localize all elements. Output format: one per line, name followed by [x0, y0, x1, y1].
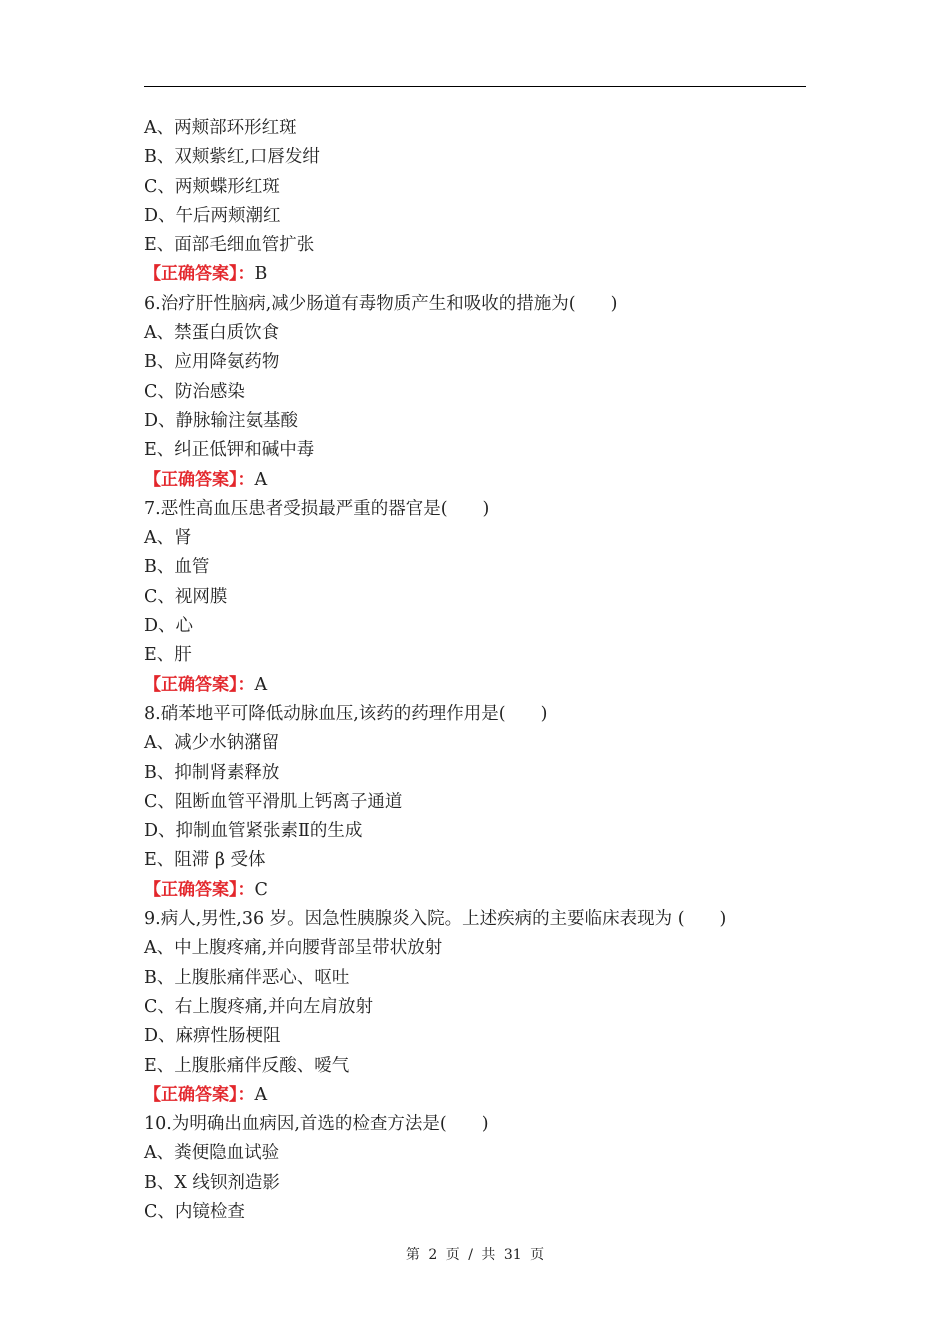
- answer-label: 【正确答案】：: [144, 879, 255, 900]
- option-text: C、两颊蝶形红斑: [144, 176, 280, 197]
- footer-current-page: 2: [428, 1247, 438, 1263]
- question-text: 10.为明确出血病因,首选的检查方法是( ): [144, 1114, 489, 1135]
- footer-page-word: 页: [445, 1247, 460, 1263]
- footer-separator: /: [468, 1247, 473, 1263]
- option-text: E、上腹胀痛伴反酸、嗳气: [144, 1055, 350, 1076]
- answer-value: A: [254, 674, 268, 695]
- option-text: A、两颊部环形红斑: [144, 118, 297, 138]
- answer-line: [144, 466, 806, 495]
- option-text: E、面部毛细血管扩张: [144, 235, 315, 256]
- document-body: [144, 114, 806, 1227]
- answer-label: 【正确答案】：: [144, 264, 255, 285]
- option-text: C、右上腹疼痛,并向左肩放射: [144, 996, 373, 1017]
- option-text: B、抑制肾素释放: [144, 762, 280, 783]
- answer-line: [144, 876, 806, 905]
- answer-line: [144, 1081, 806, 1110]
- answer-value: B: [254, 264, 268, 285]
- question-text: 7.恶性高血压患者受损最严重的器官是( ): [144, 498, 490, 519]
- option-text: E、纠正低钾和碱中毒: [144, 440, 315, 461]
- answer-label: 【正确答案】：: [144, 674, 255, 695]
- option-text: A、禁蛋白质饮食: [144, 323, 280, 344]
- option-text: D、午后两颊潮红: [144, 205, 281, 226]
- option-text: C、内镜检查: [144, 1201, 245, 1222]
- footer-total-prefix: 共: [481, 1247, 496, 1263]
- answer-line: [144, 260, 806, 289]
- option-text: C、视网膜: [144, 586, 228, 607]
- option-text: B、上腹胀痛伴恶心、呕吐: [144, 967, 350, 988]
- answer-line: [144, 671, 806, 700]
- answer-value: C: [254, 879, 268, 900]
- footer-prefix: 第: [405, 1247, 420, 1263]
- answer-value: A: [254, 469, 268, 490]
- question-text: 6.治疗肝性脑病,减少肠道有毒物质产生和吸收的措施为( ): [144, 293, 618, 314]
- question-text: 9.病人,男性,36 岁。因急性胰腺炎入院。上述疾病的主要临床表现为 ( ): [144, 909, 727, 930]
- option-text: C、阻断血管平滑肌上钙离子通道: [144, 791, 403, 812]
- page-footer: [0, 1244, 950, 1264]
- footer-total-word: 页: [530, 1247, 545, 1263]
- option-text: A、粪便隐血试验: [144, 1143, 280, 1164]
- option-text: B、应用降氨药物: [144, 352, 280, 373]
- option-text: E、阻滞 β 受体: [144, 850, 266, 871]
- answer-label: 【正确答案】：: [144, 469, 255, 490]
- answer-value: A: [254, 1084, 268, 1105]
- option-text: B、X 线钡剂造影: [144, 1172, 280, 1193]
- option-text: E、肝: [144, 645, 192, 666]
- option-text: A、中上腹疼痛,并向腰背部呈带状放射: [144, 938, 443, 959]
- option-text: D、心: [144, 616, 194, 637]
- option-text: C、防治感染: [144, 381, 245, 402]
- option-text: B、血管: [144, 557, 210, 578]
- option-text: D、静脉输注氨基酸: [144, 410, 299, 431]
- option-text: D、麻痹性肠梗阻: [144, 1026, 281, 1047]
- option-text: A、肾: [144, 528, 192, 549]
- footer-total-pages: 31: [503, 1247, 522, 1263]
- question-text: 8.硝苯地平可降低动脉血压,该药的药理作用是( ): [144, 703, 548, 724]
- option-text: D、抑制血管紧张素Ⅱ的生成: [144, 821, 363, 842]
- option-text: A、减少水钠潴留: [144, 733, 280, 754]
- header-rule: [144, 86, 806, 87]
- option-text: B、双颊紫红,口唇发绀: [144, 147, 320, 168]
- answer-label: 【正确答案】：: [144, 1084, 255, 1105]
